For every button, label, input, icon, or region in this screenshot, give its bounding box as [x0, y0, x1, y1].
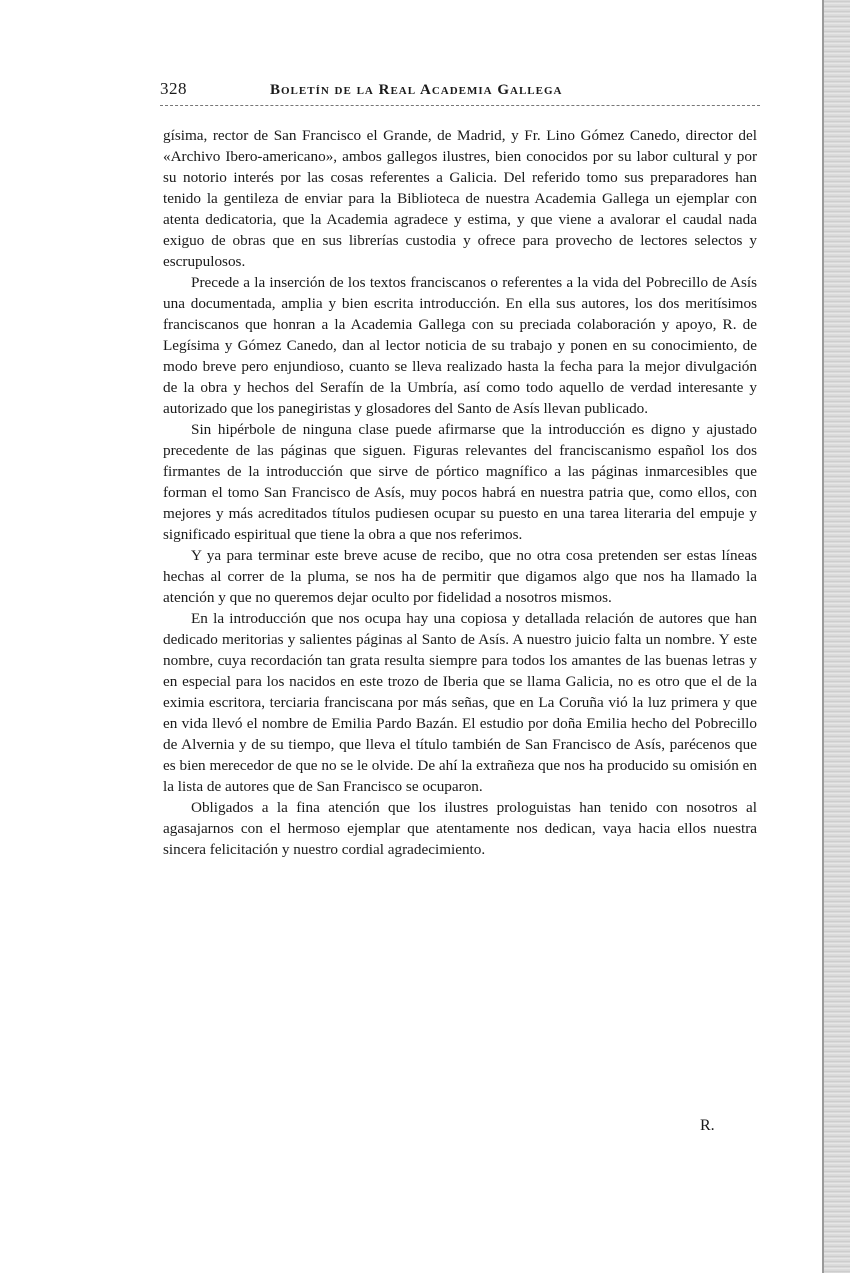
- author-signature: R.: [700, 1117, 715, 1134]
- page-header: [160, 79, 760, 99]
- paragraph: Obligados a la fina atención que los ilustres prologuistas han tenido con nosotros al agasajarnos con el hermoso ejemplar que atentamente nos dedican, vaya hacia ellos nuestra sincera felicitación y nuestro cordial agradecimiento.: [163, 799, 757, 858]
- paragraph: En la introducción que nos ocupa hay una copiosa y detallada relación de autores que han dedicado meritorias y salientes páginas al Santo de Asís. A nuestro juicio falta un nombre. Y este nombre, cuya recordación tan grata resulta siempre para todos los amantes de las buenas letras y en especial para los nacidos en este trozo de Iberia que se llama Galicia, no es otro que el de la eximia escritora, terciaria franciscana por más señas, que en La Coruña vió la luz primera y que en vida llevó el nombre de Emilia Pardo Bazán. El estudio por doña Emilia hecho del Pobrecillo de Alvernia y de su tiempo, que lleva el título también de San Francisco de Asís, parécenos que es bien merecedor de que no se le olvide. De ahí la extrañeza que nos ha producido su omisión en la lista de autores que de San Francisco se ocuparon.: [163, 610, 757, 795]
- running-head: Boletín de la Real Academia Gallega: [270, 82, 563, 98]
- page-number: 328: [160, 79, 187, 98]
- paragraph: Precede a la inserción de los textos franciscanos o referentes a la vida del Pobrecillo de Asís una documentada, amplia y bien escrita introducción. En ella sus autores, los dos meritísimos franciscanos que honran a la Academia Gallega con su preciada colaboración y apoyo, R. de Legísima y Gómez Canedo, dan al lector noticia de su trabajo y ponen en su conocimiento, de modo breve pero enjundioso, cuanto se lleva realizado hasta la fecha para la mejor divulgación de la obra y hechos del Serafín de la Umbría, así como todo aquello de verdad interesante y autorizado que los panegiristas y glosadores del Santo de Asís llevan publicado.: [163, 274, 757, 417]
- article-body: [163, 125, 757, 860]
- paragraph: Y ya para terminar este breve acuse de recibo, que no otra cosa pretenden ser estas líneas hechas al correr de la pluma, se nos ha de permitir que digamos algo que nos ha llamado la atención y que no queremos dejar oculto por fidelidad a nosotros mismos.: [163, 547, 757, 606]
- paragraph: gísima, rector de San Francisco el Grande, de Madrid, y Fr. Lino Gómez Canedo, director del «Archivo Ibero-americano», ambos gallegos ilustres, bien conocidos por su labor cultural y por su notorio interés por las cosas referentes a Galicia. Del referido tomo sus preparadores han tenido la gentileza de enviar para la Biblioteca de nuestra Academia Gallega un ejemplar con atenta dedicatoria, que la Academia agradece y estima, y que viene a avalorar el caudal nada exiguo de obras que en sus librerías custodia y ofrece para provecho de lectores selectos y escrupulosos.: [163, 127, 757, 270]
- paragraph: Sin hipérbole de ninguna clase puede afirmarse que la introducción es digno y ajustado precedente de las páginas que siguen. Figuras relevantes del franciscanismo español los dos firmantes de la introducción que sirve de pórtico magnífico a las páginas inmarcesibles que forman el tomo San Francisco de Asís, muy pocos habrá en nuestra patria que, como ellos, con mejores y más acreditados títulos pudiesen ocupar su puesto en una tarea literaria del empuje y significado espiritual que tiene la obra a que nos referimos.: [163, 421, 757, 543]
- header-rule: [160, 105, 760, 106]
- page-edge-shadow: [824, 0, 850, 1273]
